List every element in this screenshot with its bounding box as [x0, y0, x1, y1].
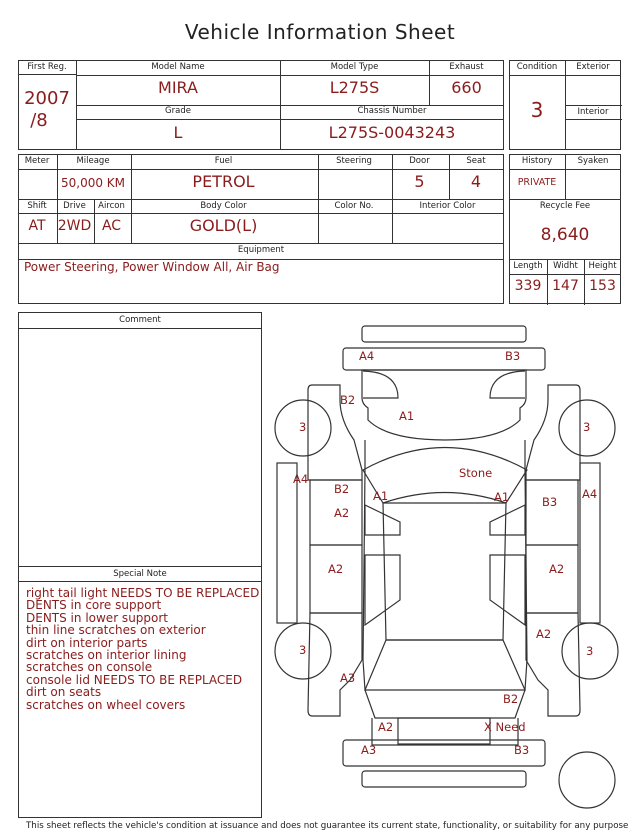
roof-shape [383, 503, 506, 640]
mileage-value: 50,000 KM [60, 176, 126, 190]
left-step-front-shape [277, 463, 297, 623]
shift-label: Shift [27, 201, 47, 211]
special-note-item: dirt on seats [26, 685, 102, 700]
mark-left-pillar: A1 [373, 489, 389, 503]
color-no-label: Color No. [334, 201, 374, 211]
special-note-item: DENTS in core support [26, 598, 162, 613]
seat-label: Seat [466, 156, 486, 166]
mark-right-quarter: A2 [536, 627, 552, 641]
shift-value: AT [28, 218, 46, 234]
special-note-list [26, 587, 260, 711]
drive-value: 2WD [57, 218, 92, 234]
special-note-item: DENTS in lower support [26, 610, 169, 625]
mark-right-rear-door: A2 [549, 562, 565, 576]
mark-left-rear-door: A2 [328, 562, 344, 576]
special-note-label: Special Note [113, 569, 167, 579]
history-label: History [521, 156, 553, 166]
height-value: 153 [589, 278, 616, 294]
mark-right-fender: A4 [582, 487, 598, 501]
mark-right-front-door: B3 [542, 495, 558, 509]
special-note-item: scratches on console [26, 660, 153, 675]
footer-disclaimer: This sheet reflects the vehicle's condition at issuance and does not guarantee its current state, functionality, or suitability for any purpose [26, 821, 629, 831]
exhaust-value: 660 [451, 78, 482, 97]
mark-rear-left: A2 [378, 720, 394, 734]
mark-front-bumper-left: A4 [359, 349, 375, 363]
left-rear-door-shape [310, 545, 362, 613]
special-note-item: right tail light NEEDS TO BE REPLACED [26, 586, 260, 600]
first-reg-month: /8 [30, 110, 48, 131]
left-front-window-shape [365, 505, 400, 535]
mark-right-pillar: A1 [494, 490, 510, 504]
door-value: 5 [414, 172, 425, 191]
mark-rear-bumper-left: A3 [361, 743, 377, 757]
model-name-label: Model Name [151, 62, 205, 72]
mark-hood-left: B2 [340, 393, 356, 407]
mark-left-quarter: A3 [340, 671, 356, 685]
mark-left-front-door: A2 [334, 506, 350, 520]
comment-label: Comment [119, 315, 161, 325]
mark-left-fender: A4 [293, 472, 309, 486]
grade-label: Grade [165, 106, 191, 116]
meter-label: Meter [24, 156, 50, 166]
mark-wheel-rr: 3 [586, 644, 594, 658]
mileage-label: Mileage [76, 156, 110, 166]
body-outline-shape [363, 440, 527, 718]
history-value: PRIVATE [517, 177, 557, 188]
equipment-label: Equipment [237, 245, 285, 255]
car-damage-diagram [268, 318, 638, 820]
rear-spoiler-shape [362, 771, 526, 787]
mark-wheel-rl: 3 [299, 643, 307, 657]
steering-label: Steering [336, 156, 372, 166]
recycle-fee-value: 8,640 [540, 225, 590, 245]
aircon-label: Aircon [98, 201, 125, 211]
grade-value: L [173, 123, 183, 142]
front-spoiler-shape [362, 326, 526, 342]
aircon-value: AC [101, 218, 122, 234]
mark-front-bumper-right: B3 [505, 349, 521, 363]
length-label: Length [513, 261, 543, 271]
spare-wheel-shape [559, 752, 615, 808]
mark-wheel-fl: 3 [299, 420, 307, 434]
right-rear-window-shape [490, 555, 525, 625]
mark-trunk: B2 [503, 692, 519, 706]
recycle-fee-label: Recycle Fee [539, 201, 591, 211]
page-title: Vehicle Information Sheet [184, 20, 456, 44]
model-name-value: MIRA [158, 78, 198, 97]
body-color-label: Body Color [200, 201, 247, 211]
equipment-value: Power Steering, Power Window All, Air Bag [24, 260, 280, 274]
fuel-value: PETROL [192, 172, 255, 191]
special-note-item: scratches on wheel covers [26, 697, 186, 712]
exhaust-label: Exhaust [449, 62, 484, 72]
special-note-item: console lid NEEDS TO BE REPLACED [26, 672, 243, 687]
special-note-item: thin line scratches on exterior [26, 623, 206, 638]
width-label: Widht [553, 261, 578, 271]
right-fender-shape [526, 385, 580, 480]
fuel-label: Fuel [214, 156, 233, 166]
chassis-value: L275S-0043243 [328, 123, 456, 142]
mark-windshield: Stone [459, 466, 493, 480]
first-reg-label: First Reg. [27, 62, 67, 72]
headlight-left-shape [363, 371, 398, 398]
special-note-item: dirt on interior parts [26, 635, 148, 650]
mark-rear-bumper-right: B3 [514, 743, 530, 757]
right-front-window-shape [490, 505, 525, 535]
headlight-right-shape [490, 371, 525, 398]
body-color-value: GOLD(L) [189, 216, 258, 235]
mark-left-front-door-top: B2 [334, 482, 350, 496]
height-label: Height [588, 261, 617, 271]
right-front-door-shape [526, 480, 578, 545]
hood-shape [362, 370, 526, 440]
syaken-label: Syaken [577, 156, 609, 166]
drive-label: Drive [63, 201, 86, 211]
width-value: 147 [552, 278, 579, 294]
mark-rear-right: X Need [484, 720, 526, 734]
special-note-item: scratches on interior lining [26, 648, 187, 663]
condition-value: 3 [530, 98, 544, 122]
left-rear-window-shape [365, 555, 400, 625]
door-label: Door [409, 156, 430, 166]
comment-box [18, 312, 262, 818]
mark-wheel-fr: 3 [583, 420, 591, 434]
condition-label: Condition [516, 62, 558, 72]
interior-color-label: Interior Color [419, 201, 476, 211]
first-reg-year: 2007 [24, 88, 70, 109]
mark-hood: A1 [399, 409, 415, 423]
exterior-label: Exterior [576, 62, 610, 72]
model-type-label: Model Type [330, 62, 379, 72]
rear-window-shape [365, 640, 525, 690]
left-quarter-shape [308, 613, 362, 716]
interior-label: Interior [577, 107, 609, 117]
right-quarter-shape [526, 613, 580, 716]
seat-value: 4 [470, 172, 482, 191]
length-value: 339 [514, 278, 542, 294]
model-type-value: L275S [329, 78, 380, 97]
right-rear-door-shape [526, 545, 578, 613]
chassis-label: Chassis Number [357, 106, 427, 116]
